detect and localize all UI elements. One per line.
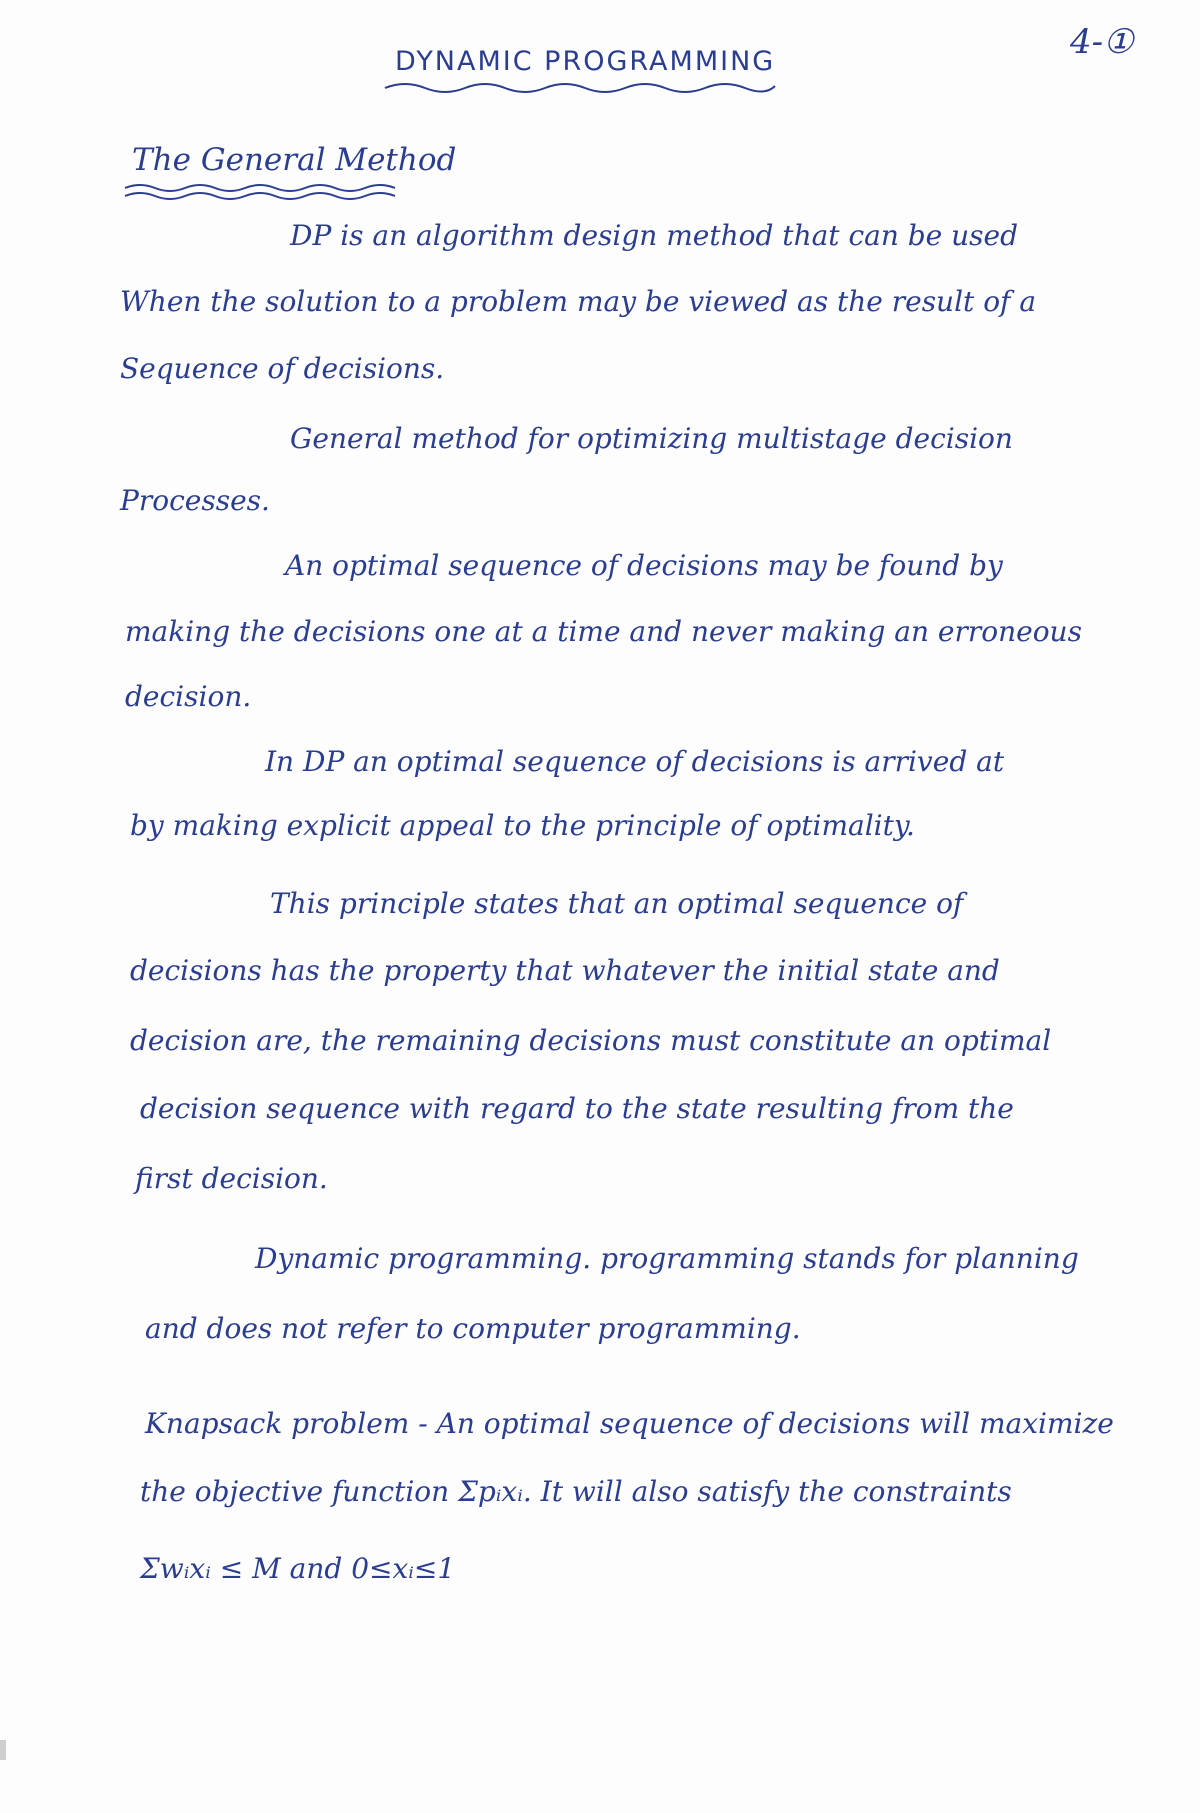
page-number: 4-①: [1070, 22, 1134, 62]
text-line: decision sequence with regard to the state resulting from the: [140, 1092, 1014, 1125]
text-line: decisions has the property that whatever the initial state and: [130, 954, 1000, 987]
text-line: DP is an algorithm design method that can be used: [290, 219, 1019, 252]
text-line: decision.: [125, 680, 252, 713]
text-line: General method for optimizing multistage decision: [290, 422, 1013, 455]
text-line: Processes.: [120, 484, 270, 517]
text-line: An optimal sequence of decisions may be found by: [285, 549, 1003, 582]
text-line: the objective function Σpᵢxᵢ. It will also satisfy the constraints: [140, 1475, 1012, 1508]
text-line: In DP an optimal sequence of decisions is arrived at: [265, 745, 1005, 778]
section-heading: The General Method: [132, 142, 457, 178]
text-line: Sequence of decisions.: [120, 352, 445, 385]
text-line: This principle states that an optimal sequence of: [270, 887, 964, 920]
text-line: When the solution to a problem may be viewed as the result of a: [120, 285, 1037, 318]
heading-underline: [120, 180, 420, 202]
text-line: Σwᵢxᵢ ≤ M and 0≤xᵢ≤1: [140, 1552, 456, 1585]
text-line: making the decisions one at a time and never making an erroneous: [125, 615, 1082, 648]
text-line: decision are, the remaining decisions must constitute an optimal: [130, 1024, 1052, 1057]
page-title: DYNAMIC PROGRAMMING: [395, 46, 776, 77]
text-line: Knapsack problem - An optimal sequence of decisions will maximize: [145, 1407, 1114, 1440]
text-line: and does not refer to computer programming.: [145, 1312, 801, 1345]
text-line: first decision.: [135, 1162, 328, 1195]
text-line: by making explicit appeal to the principle of optimality.: [130, 809, 915, 842]
title-underline: [380, 78, 780, 98]
text-line: Dynamic programming. programming stands for planning: [255, 1242, 1079, 1275]
scan-edge-mark: [0, 1740, 6, 1760]
